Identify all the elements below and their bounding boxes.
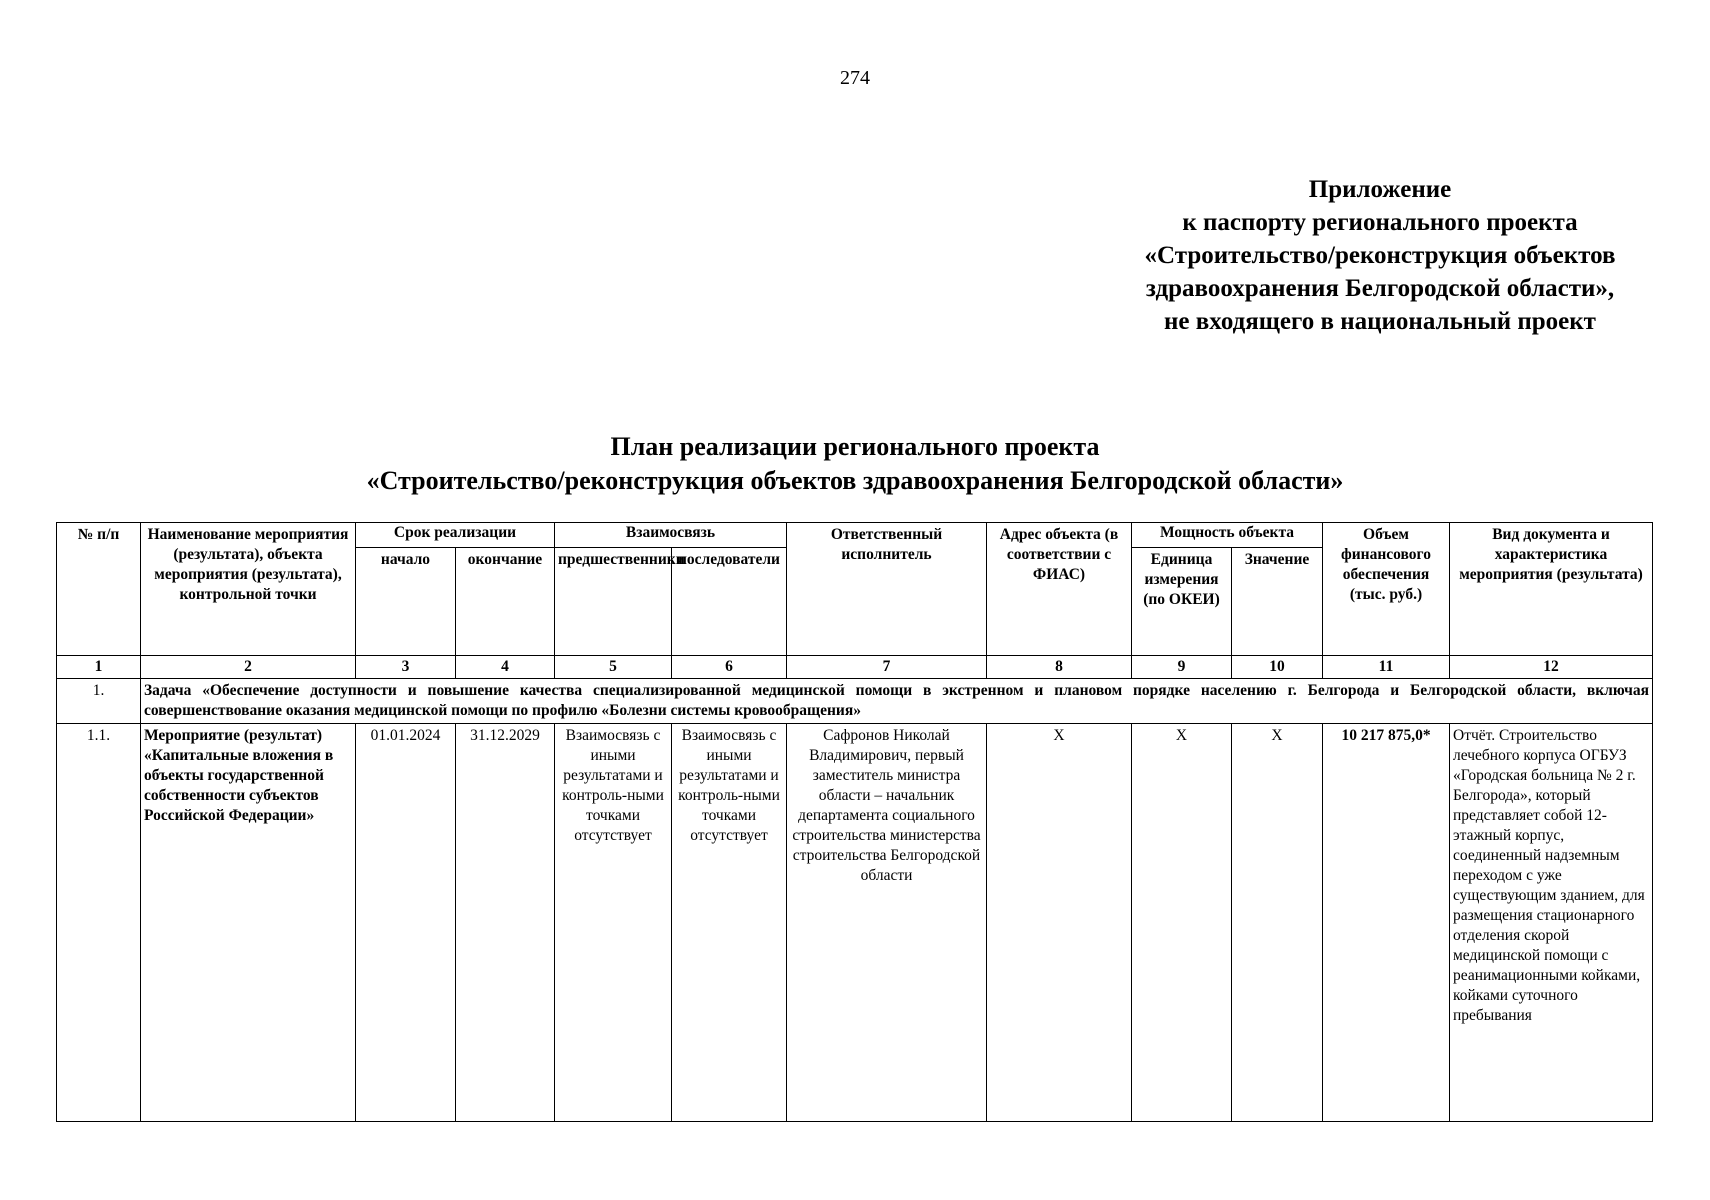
row-address: Х	[987, 724, 1132, 1122]
appendix-line: к паспорту регионального проекта	[1182, 209, 1578, 236]
header-value: Значение	[1232, 548, 1323, 656]
column-number: 12	[1450, 656, 1653, 679]
row-document: Отчёт. Строительство лечебного корпуса ОГБУЗ «Городская больница № 2 г. Белгорода», который представляет собой 12-этажный корпус, соединенный надземным переходом с уже существующим зданием, для размещения стационарного отделения скорой медицинской помощи с реанимационными койками, койками суточного пребывания	[1450, 724, 1653, 1122]
row-unit: Х	[1132, 724, 1232, 1122]
header-address: Адрес объекта (в соответствии с ФИАС)	[987, 523, 1132, 656]
row-predecessors: Взаимосвязь с иными результатами и контроль-ными точками отсутствует	[555, 724, 672, 1122]
header-link-prev: предшественники	[555, 548, 672, 656]
header-link: Взаимосвязь	[555, 523, 787, 548]
header-row-top	[57, 523, 1653, 548]
plan-title	[60, 430, 1650, 498]
task-text: Задача «Обеспечение доступности и повышение качества специализированной медицинской помощи в экстренном и плановом порядке населению г. Белгорода и Белгородской области, включая совершенствование оказания медицинской помощи по профилю «Болезни системы кровообращения»	[141, 679, 1653, 724]
row-name: Мероприятие (результат) «Капитальные вложения в объекты государственной собственности субъектов Российской Федерации»	[141, 724, 356, 1122]
column-number: 5	[555, 656, 672, 679]
table-row	[57, 724, 1653, 1122]
column-number: 1	[57, 656, 141, 679]
column-number-row	[57, 656, 1653, 679]
column-number: 7	[787, 656, 987, 679]
row-finance: 10 217 875,0*	[1323, 724, 1450, 1122]
row-start-date: 01.01.2024	[356, 724, 456, 1122]
header-term-end: окончание	[456, 548, 555, 656]
header-term-start: начало	[356, 548, 456, 656]
header-num: № п/п	[57, 523, 141, 656]
row-number: 1.1.	[57, 724, 141, 1122]
column-number: 8	[987, 656, 1132, 679]
column-number: 6	[672, 656, 787, 679]
header-name: Наименование мероприятия (результата), объекта мероприятия (результата), контрольной точки	[141, 523, 356, 656]
row-executor: Сафронов Николай Владимирович, первый заместитель министра области – начальник департамента социального строительства министерства строительства Белгородской области	[787, 724, 987, 1122]
plan-title-line: План реализации регионального проекта	[610, 432, 1100, 461]
header-unit: Единица измерения (по ОКЕИ)	[1132, 548, 1232, 656]
header-link-next: последователи	[672, 548, 787, 656]
appendix-line: «Строительство/реконструкция объектов	[1144, 242, 1616, 269]
plan-title-line: «Строительство/реконструкция объектов здравоохранения Белгородской области»	[366, 466, 1344, 495]
column-number: 4	[456, 656, 555, 679]
column-number: 3	[356, 656, 456, 679]
appendix-line: Приложение	[1308, 176, 1452, 203]
row-end-date: 31.12.2029	[456, 724, 555, 1122]
column-number: 11	[1323, 656, 1450, 679]
plan-table	[56, 522, 1653, 1122]
appendix-heading	[1065, 173, 1695, 338]
header-finance: Объем финансового обеспечения (тыс. руб.)	[1323, 523, 1450, 656]
header-capacity: Мощность объекта	[1132, 523, 1323, 548]
header-doc: Вид документа и характеристика мероприятия (результата)	[1450, 523, 1653, 656]
column-number: 9	[1132, 656, 1232, 679]
appendix-line: не входящего в национальный проект	[1164, 308, 1596, 335]
task-row	[57, 679, 1653, 724]
column-number: 2	[141, 656, 356, 679]
header-term: Срок реализации	[356, 523, 555, 548]
row-value: Х	[1232, 724, 1323, 1122]
column-number: 10	[1232, 656, 1323, 679]
page-number: 274	[840, 67, 870, 89]
header-executor: Ответственный исполнитель	[787, 523, 987, 656]
appendix-line: здравоохранения Белгородской области»,	[1145, 275, 1615, 302]
task-number: 1.	[57, 679, 141, 724]
row-successors: Взаимосвязь с иными результатами и контроль-ными точками отсутствует	[672, 724, 787, 1122]
